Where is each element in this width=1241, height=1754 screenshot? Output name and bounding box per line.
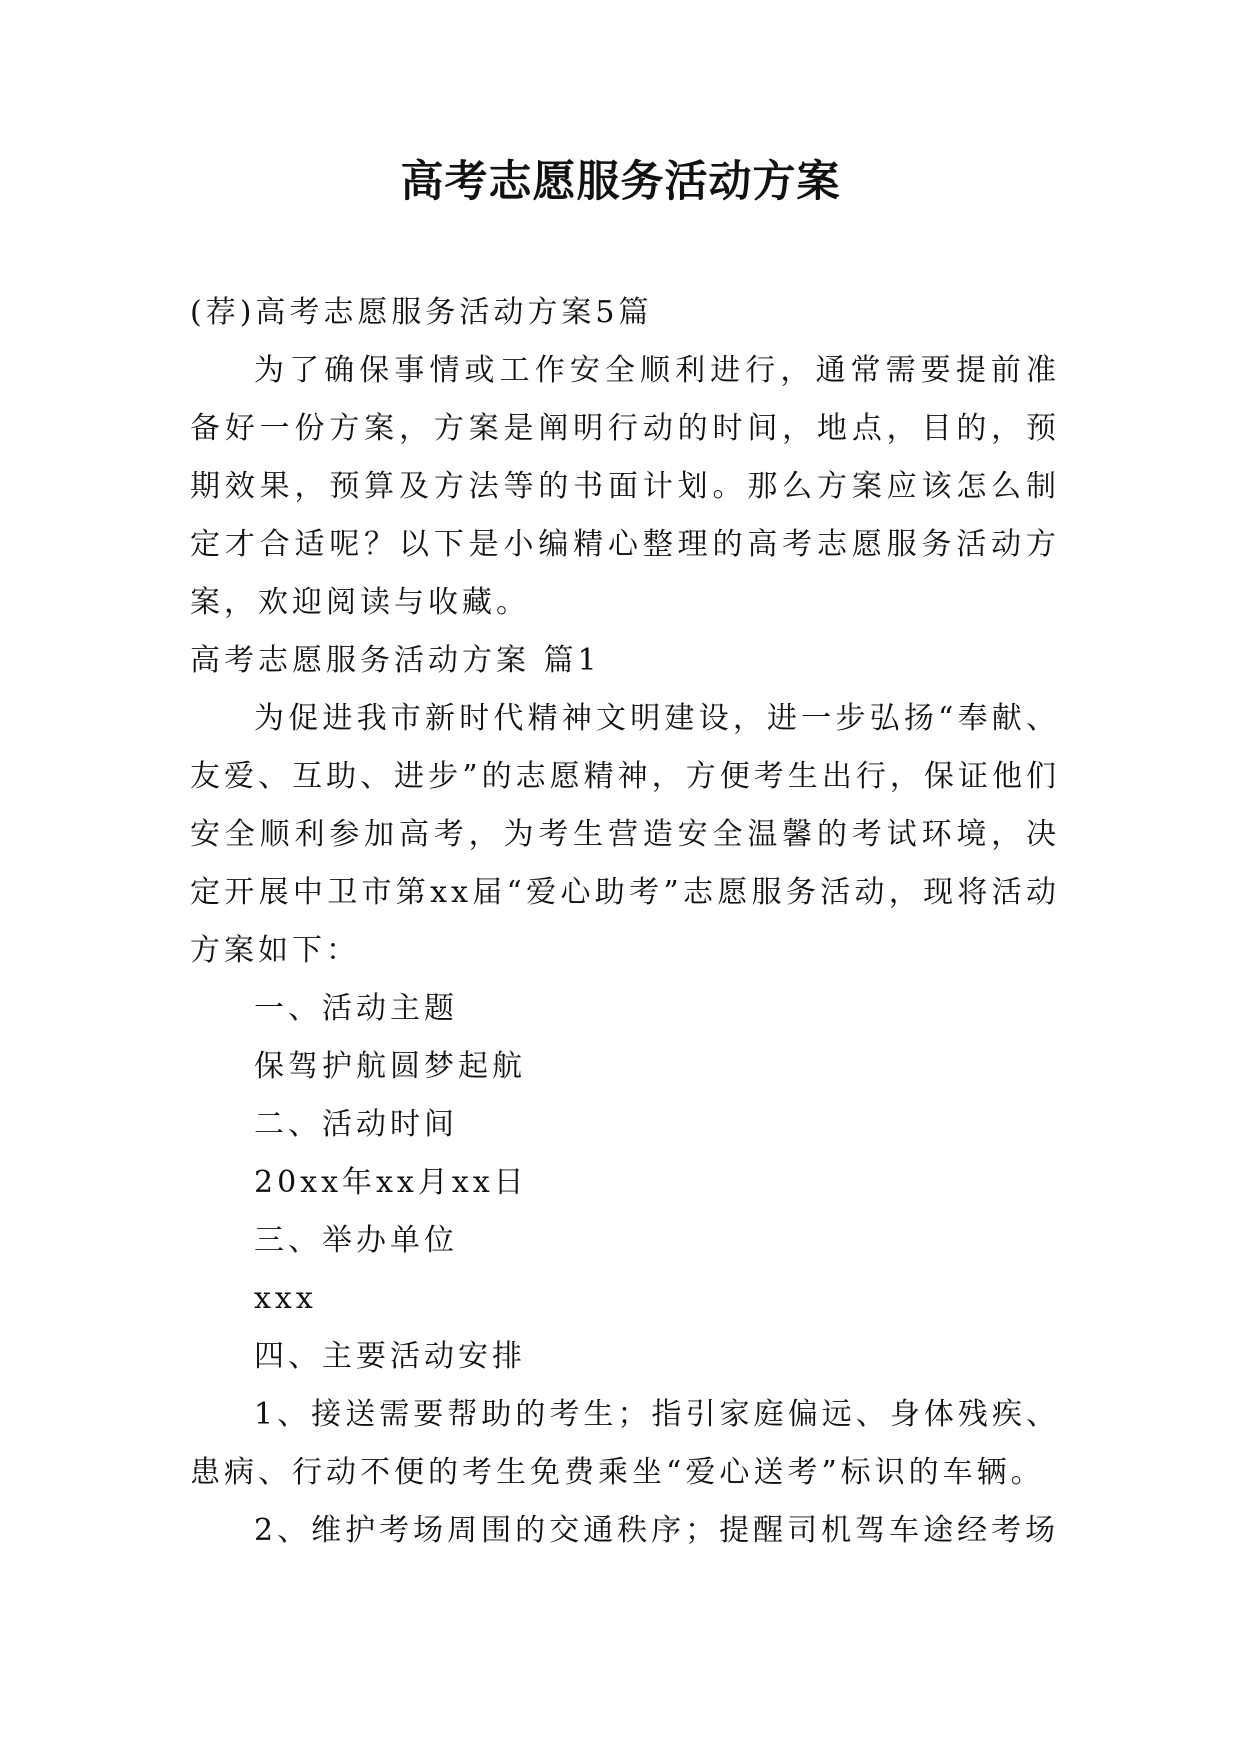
- heading-organizer: 三、举办单位: [254, 1223, 458, 1258]
- section-heading: 高考志愿服务活动方案 篇1: [190, 643, 601, 678]
- document-body: [190, 284, 1060, 1560]
- subtitle-line: (荐)高考志愿服务活动方案5篇: [190, 295, 653, 330]
- document-title: 高考志愿服务活动方案: [400, 157, 841, 207]
- activity-time-text: 20xx年xx月xx日: [254, 1165, 528, 1200]
- intro-paragraph: 为了确保事情或工作安全顺利进行，通常需要提前准备好一份方案，方案是阐明行动的时间，地点，目的，预期效果，预算及方法等的书面计划。那么方案应该怎么制定才合适呢？以下是小编精心整理的高考志愿服务活动方案，欢迎阅读与收藏。: [190, 353, 1060, 620]
- organizer-text: xxx: [254, 1281, 317, 1316]
- section-intro-paragraph: 为促进我市新时代精神文明建设，进一步弘扬“奉献、友爱、互助、进步”的志愿精神，方便考生出行，保证他们安全顺利参加高考，为考生营造安全温馨的考试环境，决定开展中卫市第xx届“爱心助考”志愿服务活动，现将活动方案如下：: [190, 701, 1060, 968]
- activity-theme-text: 保驾护航圆梦起航: [254, 1049, 526, 1084]
- arrangement-item-1: 1、接送需要帮助的考生；指引家庭偏远、身体残疾、患病、行动不便的考生免费乘坐“爱心送考”标识的车辆。: [190, 1397, 1060, 1490]
- arrangement-item-2: 2、维护考场周围的交通秩序；提醒司机驾车途经考场: [254, 1513, 1060, 1548]
- heading-main-arrangements: 四、主要活动安排: [254, 1339, 526, 1374]
- heading-activity-theme: 一、活动主题: [254, 991, 458, 1026]
- heading-activity-time: 二、活动时间: [254, 1107, 458, 1142]
